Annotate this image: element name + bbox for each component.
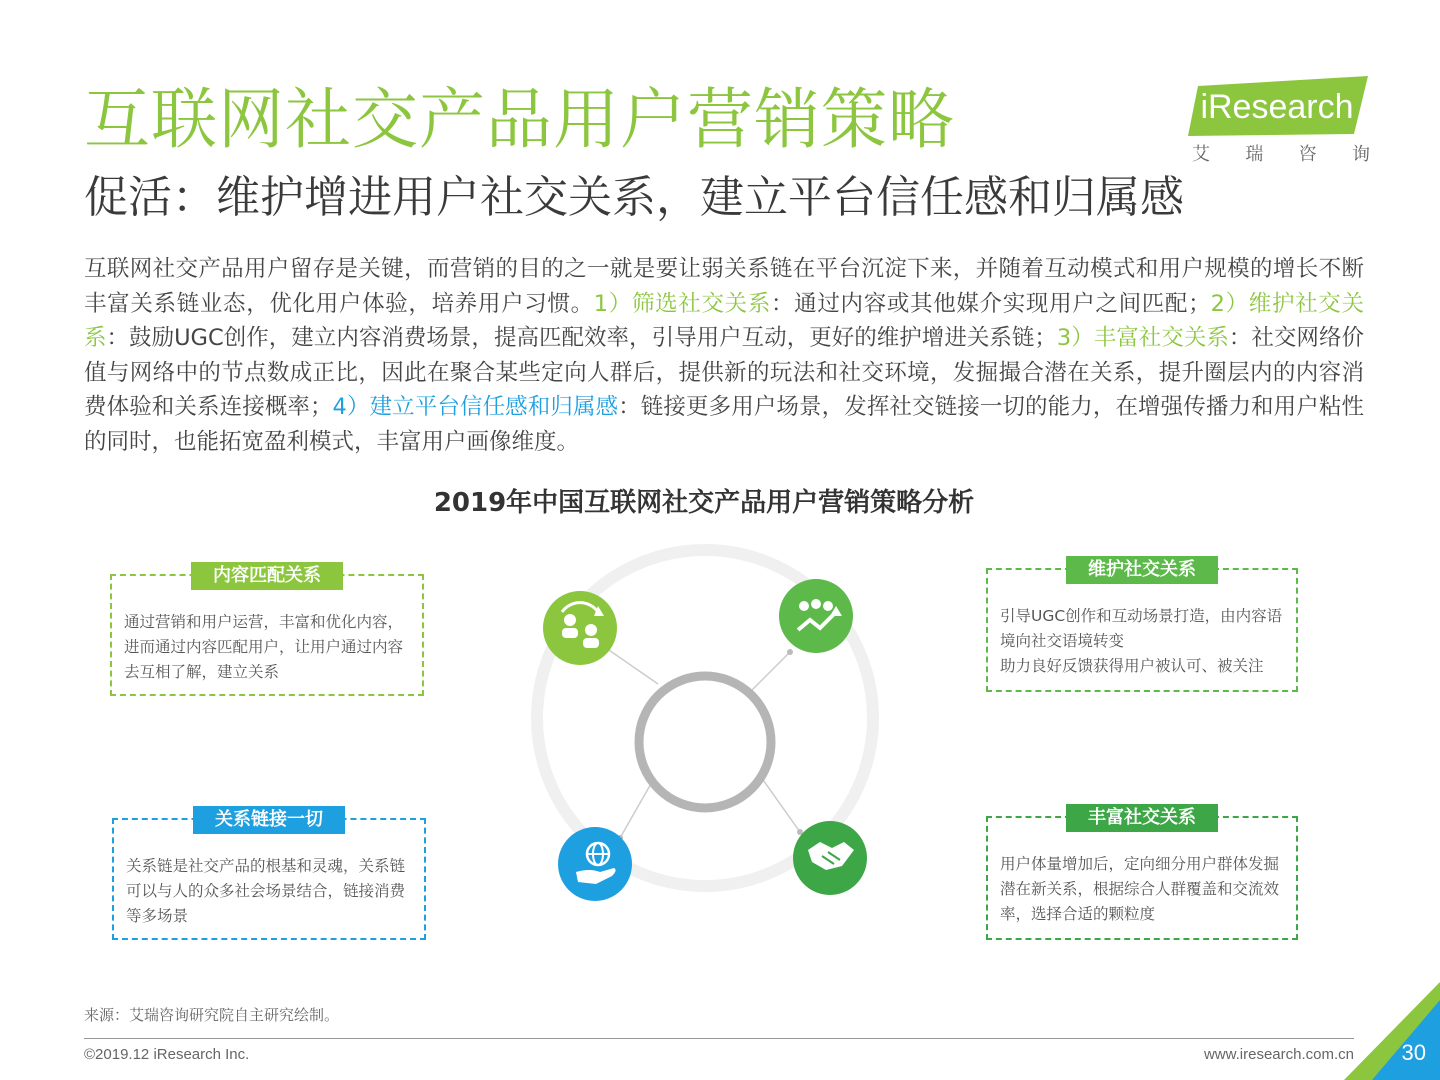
intro-text: ：通过内容或其他媒介实现用户之间匹配；	[771, 290, 1211, 317]
box-line: 潜在新关系，根据综合人群覆盖和交流效	[1000, 880, 1280, 898]
intro-text: 互联网社交产品用户留存是关键，而营销的目的之一就是要让弱关系链在平台沉淀下来，并随着互动模式和用户规模的增长不断丰富关系链业态，优化用户体验，培养用户习惯。	[84, 256, 1364, 317]
box-maintain-relations	[986, 559, 1298, 692]
box-line: 关系链是社交产品的根基和灵魂，关系链	[126, 857, 406, 875]
page-subtitle: 促活：维护增进用户社交关系，建立平台信任感和归属感	[84, 172, 1184, 223]
highlight-enrich-relations: 3）丰富社交关系	[1056, 325, 1229, 351]
diagram-title: 2019年中国互联网社交产品用户营销策略分析	[433, 488, 975, 518]
box-line: 助力良好反馈获得用户被认可、被关注	[1000, 657, 1264, 675]
source-note: 来源：艾瑞咨询研究院自主研究绘制。	[84, 1006, 340, 1024]
box-line: 进而通过内容匹配用户，让用户通过内容	[124, 638, 404, 656]
logo-char: 咨	[1298, 144, 1317, 165]
connector-line	[606, 648, 658, 684]
box-line: 引导UGC创作和互动场景打造，由内容语	[1000, 607, 1283, 625]
box-line: 用户体量增加后，定向细分用户群体发掘	[1000, 855, 1280, 873]
logo-wordmark: iResearch	[1200, 88, 1354, 126]
intro-text: ：社交网络价值与网络中的节点数成正比，因此在聚合某些定向人群后，提供新的玩法和社交环境，发掘撮合潜在关系，提升圈层内的内容消费体验和关系连接概率；	[84, 325, 1364, 420]
copyright: ©2019.12 iResearch Inc.	[84, 1046, 250, 1063]
page-title: 互联网社交产品用户营销策略	[84, 81, 955, 158]
logo-char: 询	[1351, 144, 1370, 165]
box-label: 关系链接一切	[193, 806, 345, 834]
handshake-icon	[793, 821, 867, 895]
box-label: 内容匹配关系	[191, 562, 343, 590]
intro-text: ：链接更多用户场景，发挥社交链接一切的能力，在增强传播力和用户粘性的同时，也能拓宽盈利模式，丰富用户画像维度。	[84, 394, 1364, 455]
exchange-people-icon	[543, 591, 617, 665]
box-relations-link-all	[112, 809, 426, 940]
box-enrich-relations	[986, 807, 1298, 940]
box-label: 维护社交关系	[1066, 556, 1218, 584]
box-line: 境向社交语境转变	[1000, 632, 1125, 650]
intro-text: ：鼓励UGC创作，建立内容消费场景，提高匹配效率，引导用户互动，更好的维护增进关系链；	[106, 325, 1057, 351]
connector-line	[752, 652, 790, 690]
globe-hand-icon	[558, 827, 632, 901]
box-line: 可以与人的众多社会场景结合，链接消费	[126, 882, 406, 900]
center-ring	[639, 676, 771, 808]
page-number: 30	[1401, 1040, 1426, 1065]
footer-divider	[84, 1038, 1354, 1039]
logo-char: 艾	[1192, 144, 1210, 165]
box-line: 去互相了解，建立关系	[124, 663, 280, 681]
box-label: 丰富社交关系	[1066, 804, 1218, 832]
box-line: 等多场景	[126, 907, 189, 925]
highlight-maintain-relations: 2）维护社交关系	[84, 290, 1364, 351]
highlight-filter-relations: 1）筛选社交关系	[593, 290, 771, 317]
logo-char: 瑞	[1245, 144, 1264, 165]
website-link[interactable]: www.iresearch.com.cn	[1203, 1046, 1354, 1063]
box-line: 通过营销和用户运营，丰富和优化内容，	[124, 613, 404, 631]
box-line: 率，选择合适的颗粒度	[1000, 905, 1156, 923]
highlight-build-trust: 4）建立平台信任感和归属感	[332, 394, 619, 420]
connector-dot	[787, 649, 793, 655]
teamwork-growth-icon	[779, 579, 853, 653]
box-content-matching	[110, 565, 424, 696]
